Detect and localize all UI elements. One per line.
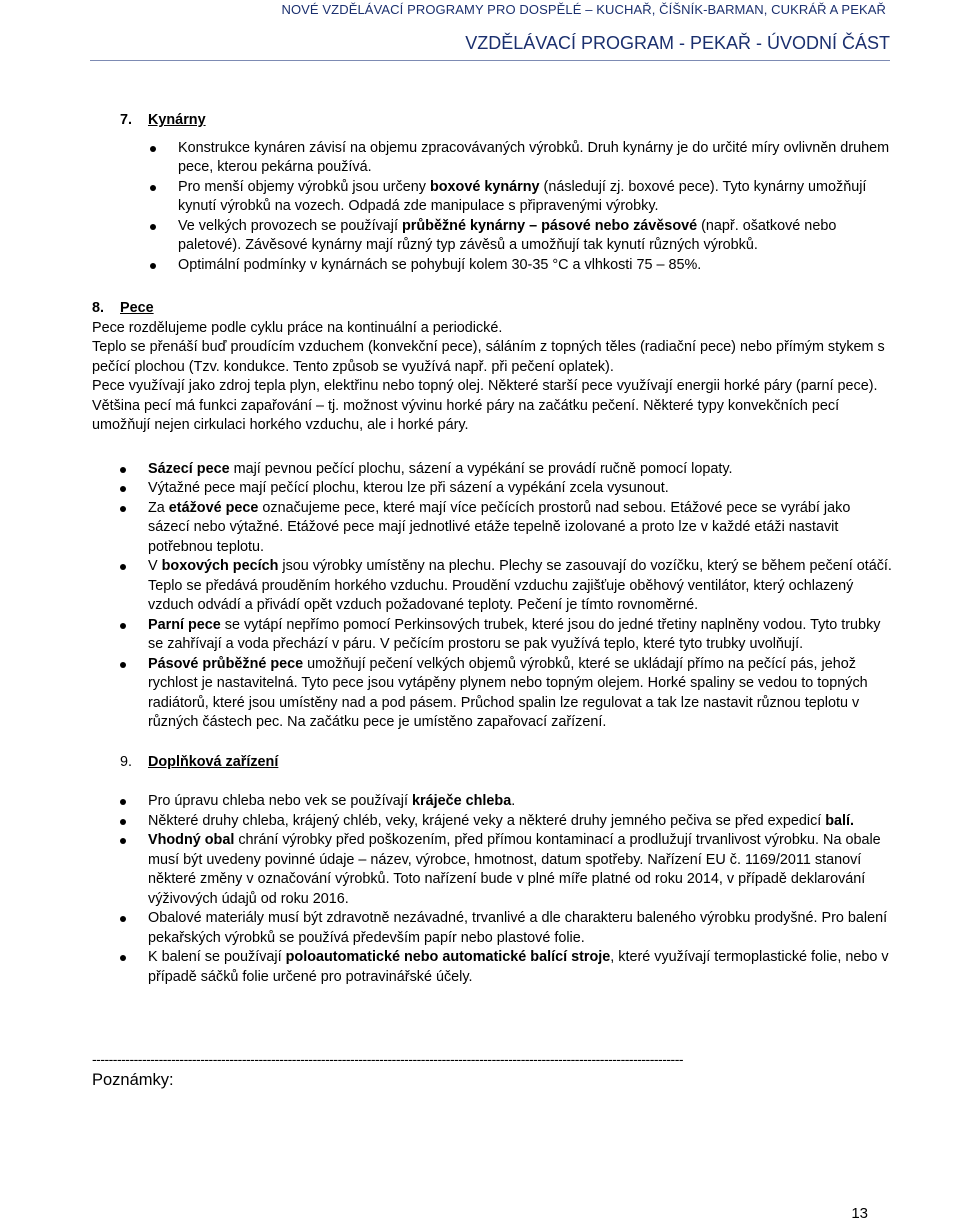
list-item: Výtažné pece mají pečící plochu, kterou lze při sázení a vypékání zcela vysunout. (92, 479, 892, 499)
list-item: Pro menší objemy výrobků jsou určeny boxové kynárny (následují zj. boxové pece). Tyto kynárny umožňují kynutí výrobků na vozech. Odpadá zde manipulace s připravenými výrobky. (92, 178, 892, 217)
section-8-paragraph: Pece rozdělujeme podle cyklu práce na kontinuální a periodické. (92, 319, 503, 336)
list-item: Pásové průběžné pece umožňují pečení velkých objemů výrobků, které se ukládají přímo na pečící pás, jehož rychlost je nastavitelná. Tyto pece jsou vytápěny plynem nebo topným olejem. Horké spaliny se vedou to topných radiátorů, které jsou umístěny nad a pod pásem. Průchod spalin lze regulovat a tak lze nastavit různou teplotu v různých částech pec. Na začátku pece je umístěno zapařovací zařízení. (92, 655, 892, 733)
list-item: Za etážové pece označujeme pece, které mají více pečících prostorů nad sebou. Etážové pece se vyrábí jako sázecí nebo výtažné. Etážové pece mají jednotlivé etáže tepelně izolované a proto lze v každé etáži nastavit potřebnou teplotu. (92, 499, 892, 558)
section-8-paragraph: Teplo se přenáší buď proudícím vzduchem (konvekční pece), sáláním z topných těles (radiační pece) nebo přímým stykem s pečící plochou (Tzv. kondukce. Tento způsob se využívá např. při pečení oplatek). (92, 339, 885, 375)
section-8-heading: 8. Pece (92, 300, 154, 316)
list-item: Konstrukce kynáren závisí na objemu zpracovávaných výrobků. Druh kynárny je do určité míry ovlivněn druhem pece, kterou pekárna používá. (92, 139, 892, 178)
list-item: V boxových pecích jsou výrobky umístěny na plechu. Plechy se zasouvají do vozíčku, který se během pečení otáčí. Teplo se předává prouděním horkého vzduchu. Proudění vzduchu zajišťuje oběhový ventilátor, který ochlazený vzduch odvádí a přivádí opět vzduch požadované teploty. Pečení je tímto rovnoměrné. (92, 557, 892, 616)
section-8-paragraph: Pece využívají jako zdroj tepla plyn, elektřinu nebo topný olej. Některé starší pece využívají energii horké páry (parní pece). (92, 378, 878, 394)
list-item: Obalové materiály musí být zdravotně nezávadné, trvanlivé a dle charakteru baleného výrobku prodyšné. Pro balení pekařských výrobků se používá především papír nebo plastové folie. (92, 909, 892, 948)
header-subtitle: VZDĚLÁVACÍ PROGRAM - PEKAŘ - ÚVODNÍ ČÁST (465, 33, 890, 53)
dashed-separator: ---------------------------------------------------------------------------------------------------------------------------------------------- (92, 1051, 684, 1067)
section-8-list (92, 460, 892, 733)
list-item: Vhodný obal chrání výrobky před poškozením, před přímou kontaminací a prodlužují trvanlivost výrobku. Na obale musí být uvedeny povinné údaje – název, výrobce, hmotnost, datum spotřeby. Nařízení EU č. 1169/2011 stanoví některé změny v označování výrobků. Toto nařízení bude v plné míře platné od roku 2014, v případě deklarování výživových údajů od roku 2016. (92, 831, 892, 909)
list-item: Některé druhy chleba, krájený chléb, veky, krájené veky a některé druhy jemného pečiva se před expedicí balí. (92, 812, 892, 832)
header-divider (90, 60, 890, 61)
list-item: Ve velkých provozech se používají průběžné kynárny – pásové nebo závěsové (např. ošatkové nebo paletové). Závěsové kynárny mají různý typ závěsů a umožňují tak kynutí různých výrobků. (92, 217, 892, 256)
list-item: Pro úpravu chleba nebo vek se používají kráječe chleba. (92, 792, 892, 812)
section-7-list (92, 139, 892, 276)
list-item: Parní pece se vytápí nepřímo pomocí Perkinsových trubek, které jsou do jedné třetiny naplněny vodou. Tyto trubky se zahřívají a voda přechází v páru. V pečícím prostoru se pak využívá teplo, které tyto trubky uvolňují. (92, 616, 892, 655)
section-9-heading: 9. Doplňková zařízení (120, 753, 279, 770)
section-8-paragraph: Většina pecí má funkci zapařování – tj. možnost vývinu horké páry na začátku pečení. Některé typy konvekčních pecí umožňují nejen cirkulaci horkého vzduchu, ale i horké páry. (92, 397, 840, 433)
section-9-list (92, 792, 892, 987)
page-number: 13 (851, 1205, 868, 1222)
list-item: K balení se používají poloautomatické nebo automatické balící stroje, které využívají termoplastické folie, nebo v případě sáčků folie určené pro potravinářské účely. (92, 948, 892, 987)
header-program-title: NOVÉ VZDĚLÁVACÍ PROGRAMY PRO DOSPĚLÉ – KUCHAŘ, ČÍŠNÍK-BARMAN, CUKRÁŘ A PEKAŘ (281, 2, 886, 17)
list-item: Sázecí pece mají pevnou pečící plochu, sázení a vypékání se provádí ručně pomocí lopaty. (92, 460, 892, 480)
notes-label: Poznámky: (92, 1071, 174, 1089)
document-body (92, 111, 892, 987)
list-item: Optimální podmínky v kynárnách se pohybují kolem 30-35 °C a vlhkosti 75 – 85%. (92, 256, 892, 276)
section-7-heading: 7. Kynárny (120, 112, 206, 128)
